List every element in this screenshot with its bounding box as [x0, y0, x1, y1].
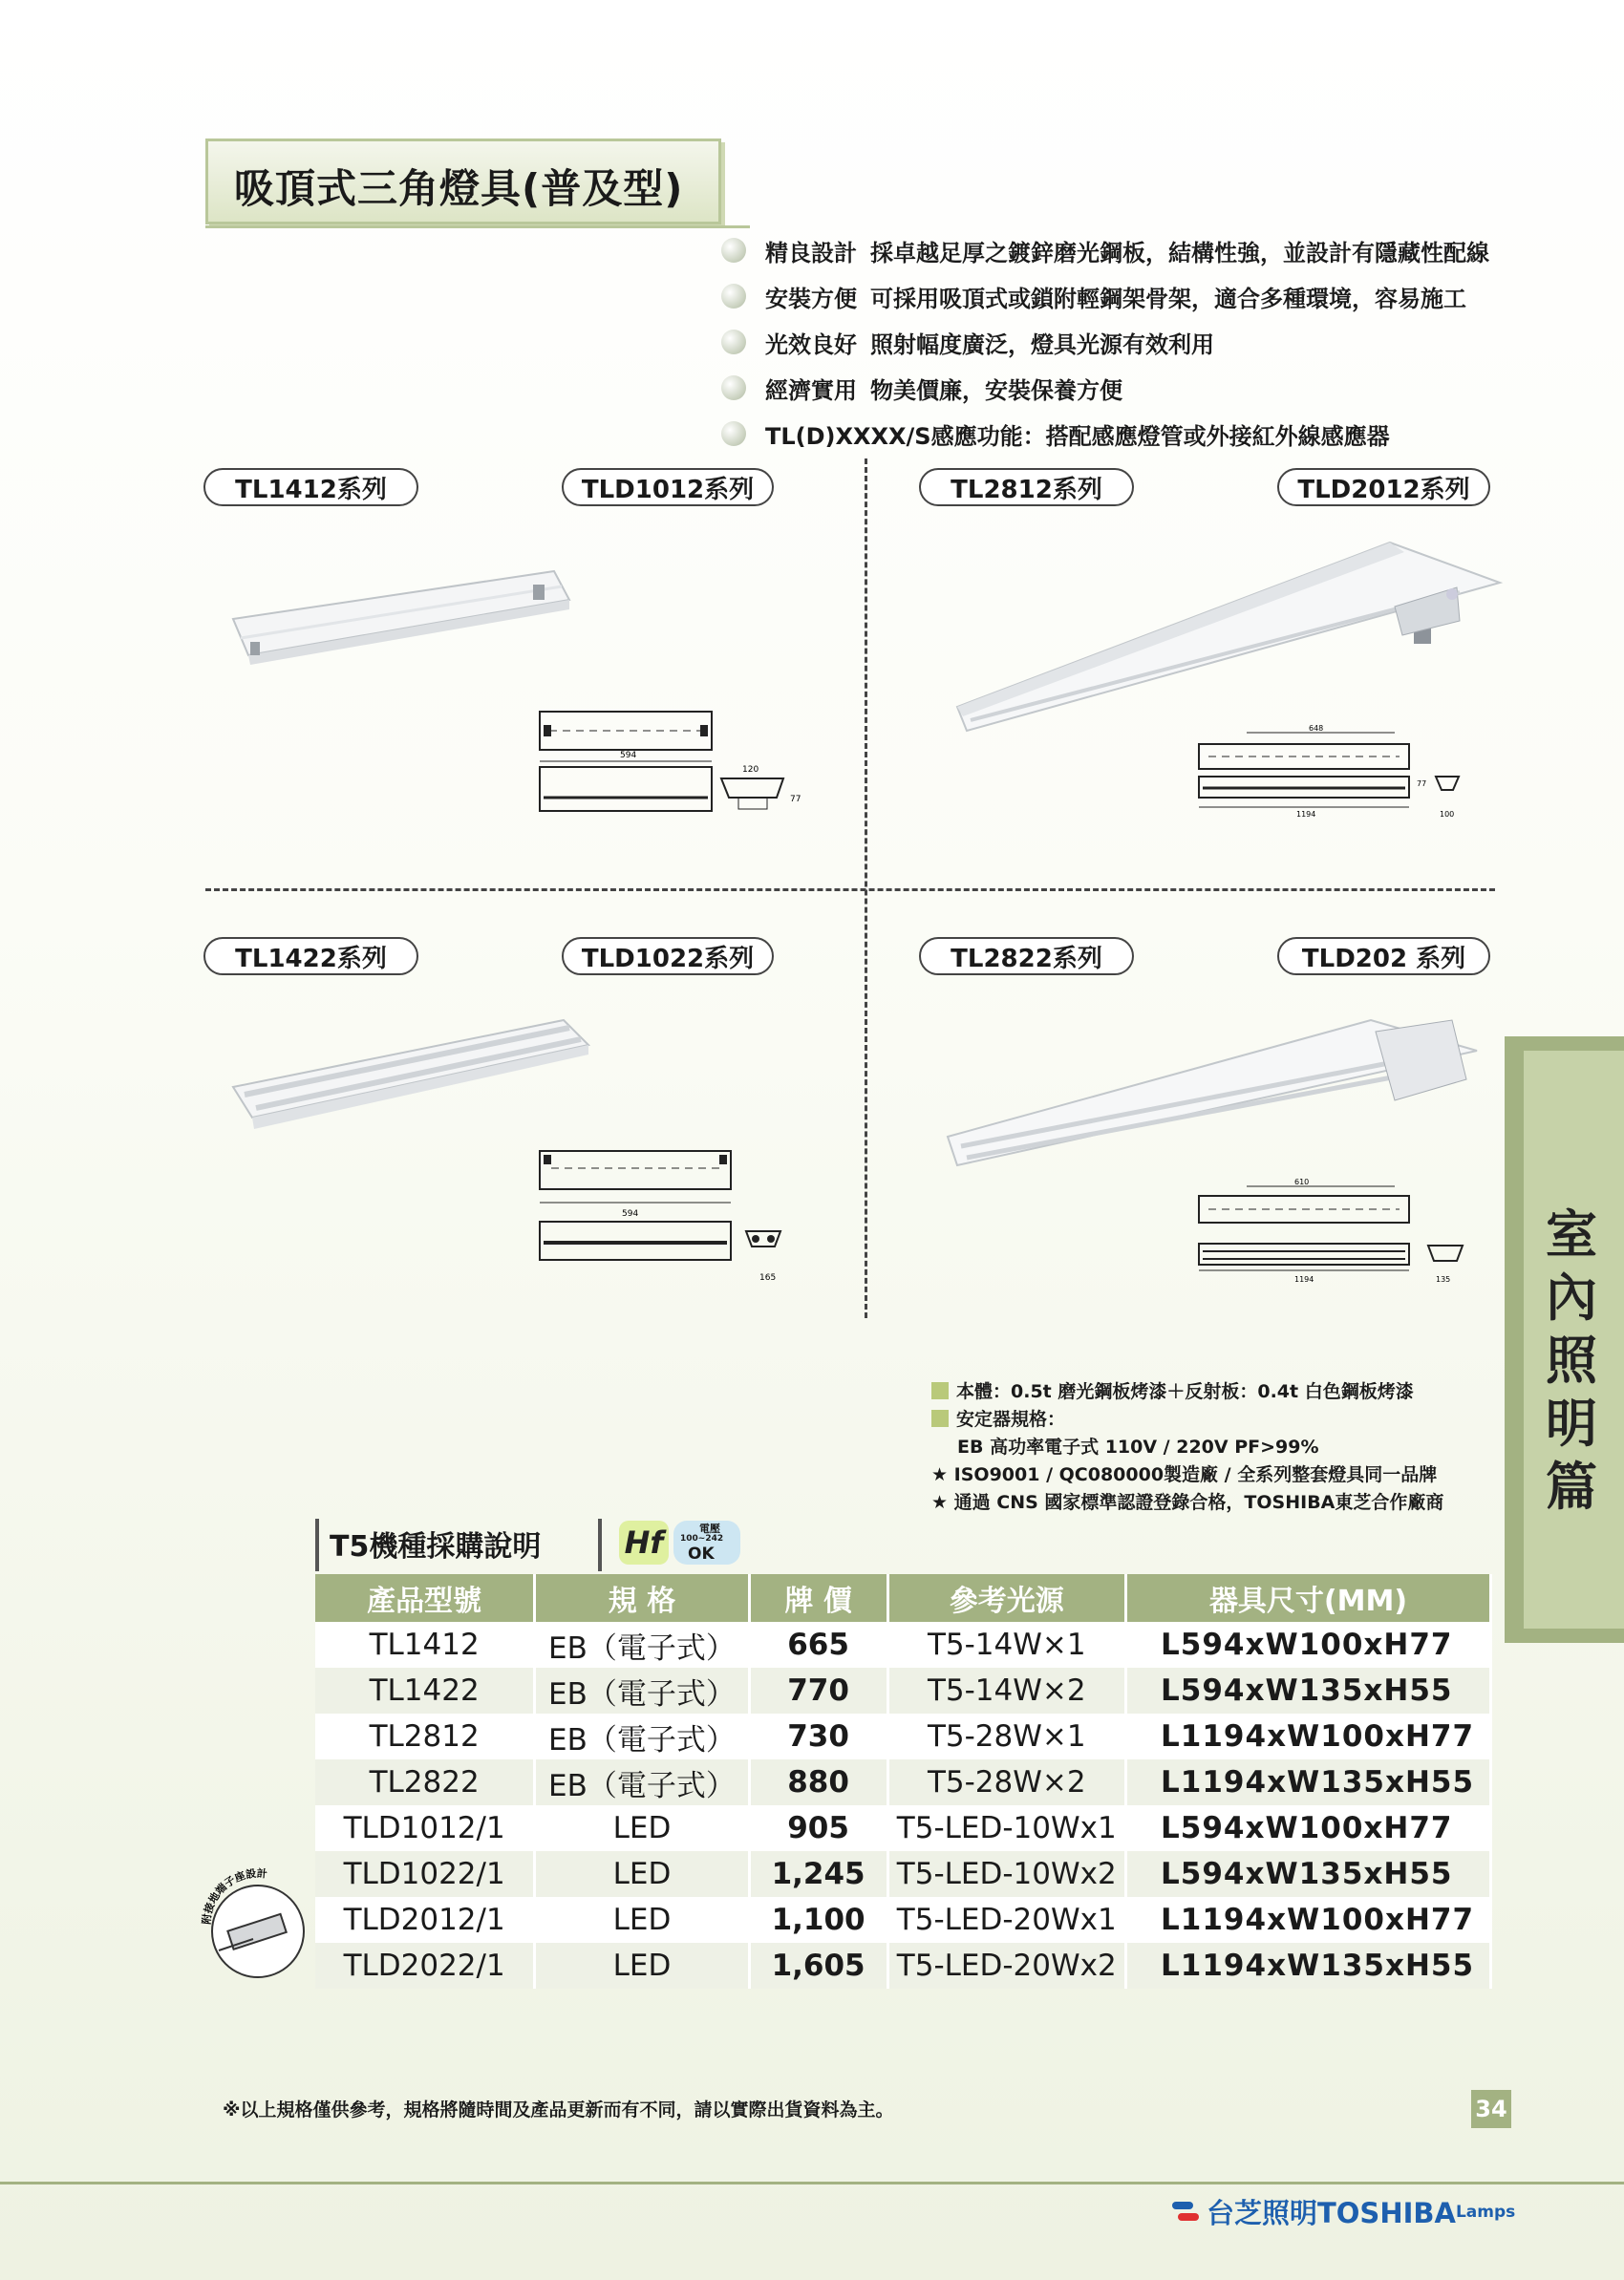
dim-top: 610: [1294, 1178, 1310, 1186]
dim-length: 594: [620, 751, 637, 760]
series-label: TLD1012系列: [562, 468, 774, 506]
side-tab-label: 室內照明篇: [1546, 1204, 1597, 1517]
toshiba-logo-icon: [1170, 2198, 1201, 2227]
spec-cell: LED: [535, 1851, 749, 1897]
light-source-cell: T5-28W×1: [887, 1714, 1126, 1759]
dim-width: 120: [742, 765, 759, 775]
spec-table: [315, 1574, 1492, 1989]
note-material: [931, 1377, 1414, 1403]
brand-suffix: Lamps: [1455, 2202, 1516, 2222]
spec-cell: EB（電子式）: [535, 1714, 749, 1759]
feature-desc: 物美價廉，安裝保養方便: [870, 376, 1122, 404]
table-row: [315, 1668, 1491, 1714]
spec-cell: EB（電子式）: [535, 1759, 749, 1805]
series-label: TL1412系列: [203, 468, 418, 506]
hf-badge: Hf: [619, 1521, 669, 1565]
fixture-image-tl1422: [229, 1012, 592, 1146]
table-row: [315, 1759, 1491, 1805]
price-cell: 1,100: [749, 1897, 887, 1943]
bullet-icon: [721, 421, 746, 446]
table-row: [315, 1622, 1491, 1668]
fixture-image-tl1412: [229, 564, 573, 669]
dim-height: 77: [790, 795, 801, 804]
feature-desc: TL(D)XXXX/S感應功能：搭配感應燈管或外接紅外線感應器: [765, 422, 1390, 450]
model-cell: TL2812: [315, 1714, 535, 1759]
feature-item: [721, 277, 1466, 315]
feature-desc: 採卓越足厚之鍍鋅磨光鋼板，結構性強，並設計有隱藏性配線: [870, 239, 1489, 266]
series-label: TLD202 系列: [1277, 937, 1490, 975]
terminal-block-badge: [196, 1863, 320, 1987]
spec-cell: LED: [535, 1805, 749, 1851]
note-iso: [931, 1460, 1437, 1486]
dimension-cell: L594xW135xH55: [1126, 1668, 1491, 1714]
feature-item: [721, 323, 1214, 361]
voltage-label: 電壓: [699, 1523, 720, 1535]
light-source-cell: T5-LED-20Wx1: [887, 1897, 1126, 1943]
dimension-cell: L1194xW135xH55: [1126, 1943, 1491, 1989]
series-label: TLD1022系列: [562, 937, 774, 975]
dimension-cell: L594xW100xH77: [1126, 1805, 1491, 1851]
title-underline: [205, 225, 750, 228]
light-source-cell: T5-14W×1: [887, 1622, 1126, 1668]
note-ballast: [931, 1405, 1065, 1431]
note-ballast-spec: EB 高功率電子式 110V / 220V PF>99%: [957, 1437, 1319, 1458]
feature-term: 光效良好: [765, 330, 857, 358]
bullet-icon: [721, 375, 746, 400]
bullet-icon: [721, 330, 746, 354]
price-cell: 1,605: [749, 1943, 887, 1989]
series-label: TL2822系列: [919, 937, 1134, 975]
dimension-cell: L594xW100xH77: [1126, 1622, 1491, 1668]
spec-cell: EB（電子式）: [535, 1668, 749, 1714]
price-cell: 730: [749, 1714, 887, 1759]
page-title: 吸頂式三角燈具(普及型): [234, 165, 684, 212]
model-cell: TL2822: [315, 1759, 535, 1805]
spec-cell: EB（電子式）: [535, 1622, 749, 1668]
dimension-cell: L1194xW100xH77: [1126, 1714, 1491, 1759]
price-cell: 665: [749, 1622, 887, 1668]
dim-width: 135: [1436, 1275, 1451, 1284]
note-cns: [931, 1488, 1443, 1514]
footer-rule: [0, 2182, 1624, 2184]
dim-height: 77: [1417, 779, 1427, 788]
spec-cell: LED: [535, 1943, 749, 1989]
dim-length: 594: [622, 1209, 639, 1219]
square-bullet-icon: [931, 1410, 949, 1427]
light-source-cell: T5-28W×2: [887, 1759, 1126, 1805]
series-label: TL1422系列: [203, 937, 418, 975]
feature-term: 安裝方便: [765, 285, 857, 312]
price-cell: 1,245: [749, 1851, 887, 1897]
column-header: 產品型號: [315, 1574, 535, 1622]
series-label: TL2812系列: [919, 468, 1134, 506]
feature-item: [721, 415, 1390, 453]
square-bullet-icon: [931, 1382, 949, 1399]
drawing-tl1412: [530, 702, 817, 841]
feature-item: [721, 231, 1489, 269]
table-row: [315, 1805, 1491, 1851]
light-source-cell: T5-LED-20Wx2: [887, 1943, 1126, 1989]
model-cell: TL1412: [315, 1622, 535, 1668]
dimension-cell: L1194xW100xH77: [1126, 1897, 1491, 1943]
column-header: 器具尺寸(MM): [1126, 1574, 1491, 1622]
voltage-range: 100~242: [680, 1534, 724, 1544]
fixture-image-tl2822: [946, 1012, 1481, 1175]
brand-logo: [1170, 2192, 1515, 2231]
light-source-cell: T5-LED-10Wx2: [887, 1851, 1126, 1897]
column-header: 牌 價: [749, 1574, 887, 1622]
light-source-cell: T5-14W×2: [887, 1668, 1126, 1714]
horizontal-divider: [205, 888, 1495, 891]
feature-desc: 可採用吸頂式或鎖附輕鋼架骨架，適合多種環境，容易施工: [870, 285, 1466, 312]
feature-desc: 照射幅度廣泛，燈具光源有效利用: [870, 330, 1214, 358]
dim-length: 1194: [1296, 810, 1316, 819]
bullet-icon: [721, 284, 746, 309]
voltage-ok: OK: [688, 1545, 715, 1564]
note-text: 安定器規格：: [956, 1409, 1066, 1430]
note-text: 本體：0.5t 磨光鋼板烤漆＋反射板：0.4t 白色鋼板烤漆: [956, 1381, 1414, 1402]
model-cell: TL1422: [315, 1668, 535, 1714]
spec-cell: LED: [535, 1897, 749, 1943]
note-text: 通過 CNS 國家標準認證登錄合格，TOSHIBA東芝合作廠商: [953, 1492, 1444, 1513]
model-cell: TLD2012/1: [315, 1897, 535, 1943]
star-icon: ★: [931, 1464, 949, 1485]
table-row: [315, 1897, 1491, 1943]
price-cell: 905: [749, 1805, 887, 1851]
terminal-label: 附接地端子座設計: [200, 1866, 268, 1926]
table-row: [315, 1943, 1491, 1989]
purchase-title: T5機種採購說明: [330, 1530, 542, 1564]
dimension-cell: L594xW135xH55: [1126, 1851, 1491, 1897]
price-cell: 770: [749, 1668, 887, 1714]
price-cell: 880: [749, 1759, 887, 1805]
dim-width: 165: [759, 1273, 777, 1283]
drawing-tl2812: [1189, 721, 1476, 826]
star-icon: ★: [931, 1492, 949, 1513]
feature-term: 精良設計: [765, 239, 857, 266]
feature-term: 經濟實用: [765, 376, 857, 404]
column-header: 規 格: [535, 1574, 749, 1622]
page-number: 34: [1471, 2090, 1511, 2128]
dim-top: 648: [1309, 724, 1324, 733]
note-text: ISO9001 / QC080000製造廠 / 全系列整套燈具同一品牌: [953, 1464, 1438, 1485]
light-source-cell: T5-LED-10Wx1: [887, 1805, 1126, 1851]
table-header-row: [315, 1574, 1491, 1622]
dim-length: 1194: [1294, 1275, 1314, 1284]
model-cell: TLD1022/1: [315, 1851, 535, 1897]
drawing-tl1422: [530, 1141, 836, 1294]
feature-item: [721, 369, 1122, 407]
column-header: 參考光源: [887, 1574, 1126, 1622]
table-row: [315, 1851, 1491, 1897]
dimension-cell: L1194xW135xH55: [1126, 1759, 1491, 1805]
model-cell: TLD2022/1: [315, 1943, 535, 1989]
brand-name: 台芝照明TOSHIBA: [1207, 2197, 1456, 2229]
table-row: [315, 1714, 1491, 1759]
bullet-icon: [721, 238, 746, 263]
dim-width: 100: [1440, 810, 1455, 819]
series-label: TLD2012系列: [1277, 468, 1490, 506]
model-cell: TLD1012/1: [315, 1805, 535, 1851]
footnote: ※以上規格僅供參考，規格將隨時間及產品更新而有不同，請以實際出貨資料為主。: [223, 2099, 894, 2120]
fixture-image-tl2812: [955, 535, 1505, 735]
drawing-tl2822: [1189, 1175, 1476, 1289]
